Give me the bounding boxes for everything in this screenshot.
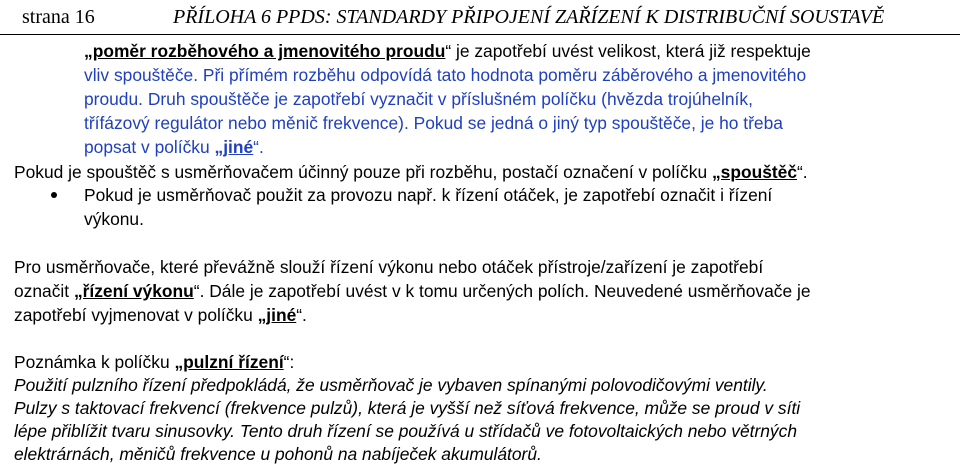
block1-line-4: třífázový regulátor nebo měnič frekvence). Pokud se jedná o jiný typ spouštěče, je ho třeba xyxy=(84,113,783,133)
para2-line-2-text: označit xyxy=(14,281,74,301)
term-starter: „spouštěč xyxy=(711,162,797,182)
note-line-3: lépe přiblížit tvaru sinusovky. Tento druh řízení se používá u střídačů ve fotovoltaických nebo větrných xyxy=(14,421,797,441)
bullet-line-2: výkonu. xyxy=(84,209,144,229)
page-number: strana 16 xyxy=(22,6,95,28)
block1-line-1-text: “ je zapotřebí uvést velikost, která již respektuje xyxy=(445,41,811,61)
block1-line-2: vliv spouštěče. Při přímém rozběhu odpovídá tato hodnota poměru záběrového a jmenovitého xyxy=(84,65,807,85)
para2-line-3 xyxy=(14,304,307,326)
block1-line-1 xyxy=(84,40,811,62)
note-heading-text: Poznámka k políčku xyxy=(14,352,175,372)
bullet-dot xyxy=(51,192,57,198)
note-line-4: elektrárnách, měničů frekvence u pohonů na nabíječek akumulátorů. xyxy=(14,444,542,464)
starter-line-text: Pokud je spouštěč s usměrňovačem účinný pouze při rozběhu, postačí označení v políčku xyxy=(14,162,712,182)
starter-line xyxy=(14,161,808,183)
term-other: „jiné xyxy=(214,137,254,157)
note-line-1: Použití pulzního řízení předpokládá, že usměrňovač je vybaven spínanými polovodičovými ventily. xyxy=(14,375,768,395)
para2-line-3-end: “. xyxy=(296,305,307,325)
para2-line-3-text: zapotřebí vyjmenovat v políčku xyxy=(14,305,258,325)
block1-line-5-text: popsat v políčku xyxy=(84,137,215,157)
block1-line-5-end: “. xyxy=(253,137,264,157)
page-header xyxy=(0,0,960,35)
document-title: PŘÍLOHA 6 PPDS: STANDARDY PŘIPOJENÍ ZAŘÍZENÍ K DISTRIBUČNÍ SOUSTAVĚ xyxy=(173,6,885,28)
note-line-2: Pulzy s taktovací frekvencí (frekvence pulzů), která je vyšší než síťová frekvence, může se proud v síti xyxy=(14,398,801,418)
para2-line-1: Pro usměrňovače, které převážně slouží řízení výkonu nebo otáček přístroje/zařízení je zapotřebí xyxy=(14,257,764,277)
term-other-2: „jiné xyxy=(257,305,297,325)
term-ratio: „poměr rozběhového a jmenovitého proudu xyxy=(84,41,446,61)
starter-line-end: “. xyxy=(797,162,808,182)
bullet-line-1: Pokud je usměrňovač použit za provozu např. k řízení otáček, je zapotřebí označit i řízení xyxy=(84,185,773,205)
term-power-control: „řízení výkonu xyxy=(73,281,194,301)
note-heading xyxy=(14,351,294,373)
term-pulse-control: „pulzní řízení xyxy=(174,352,284,372)
note-heading-end: “: xyxy=(283,352,295,372)
para2-line-2 xyxy=(14,280,811,302)
block1-line-3: proudu. Druh spouštěče je zapotřebí vyznačit v příslušném políčku (hvězda trojúhelník, xyxy=(84,89,753,109)
para2-line-2-end: “. Dále je zapotřebí uvést v k tomu určených polích. Neuvedené usměrňovače je xyxy=(193,281,811,301)
block1-line-5 xyxy=(84,136,264,158)
